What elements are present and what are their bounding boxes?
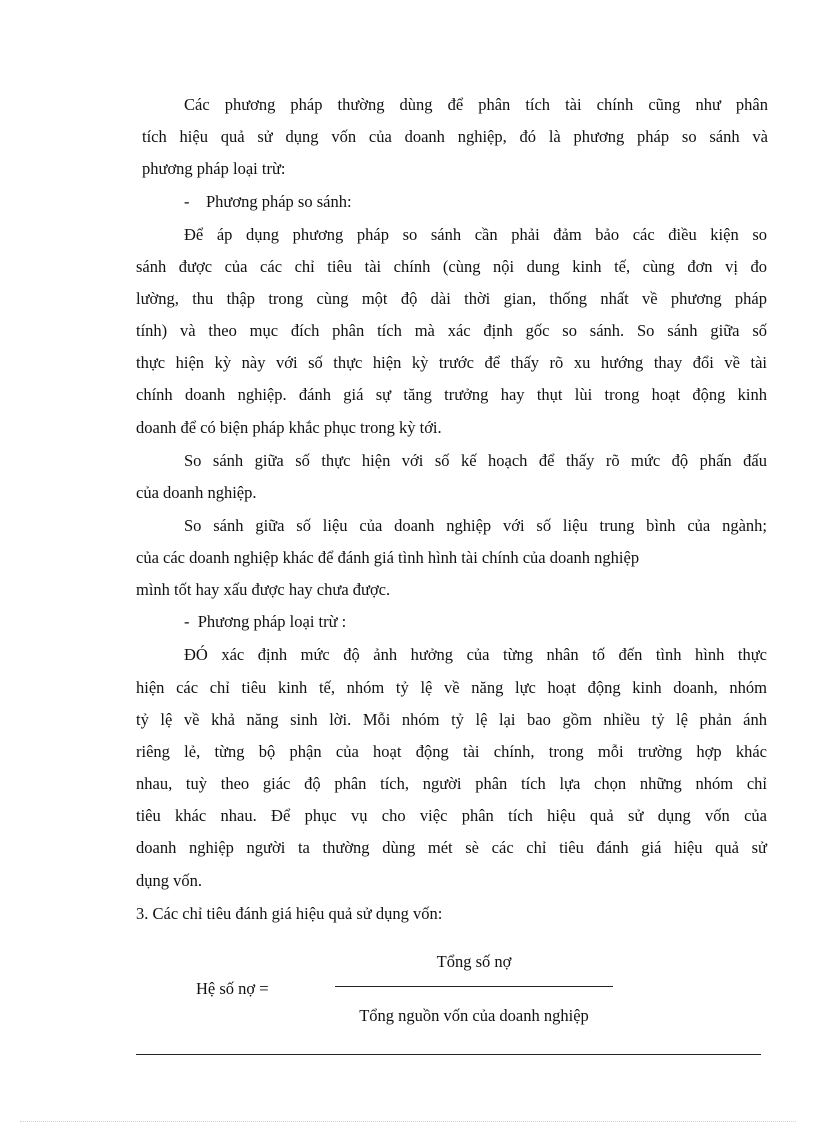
fraction-bar xyxy=(335,986,613,987)
text-line: So sánh giữa số liệu của doanh nghiệp với số liệu trung bình của ngành; xyxy=(184,516,767,535)
text-line: của doanh nghiệp. xyxy=(136,483,257,502)
page-edge-divider xyxy=(20,1121,796,1122)
text-line: doanh để có biện pháp khắc phục trong kỳ tới. xyxy=(136,418,442,437)
formula-label: Hệ số nợ = xyxy=(196,979,269,998)
text-line: dụng vốn. xyxy=(136,871,202,890)
text-line: Các phương pháp thường dùng để phân tích tài chính cũng như phân xyxy=(184,95,768,114)
text-line: tính) và theo mục đích phân tích mà xác định gốc so sánh. So sánh giữa số xyxy=(136,321,767,340)
footer-rule xyxy=(136,1054,761,1055)
text-line: tiêu khác nhau. Để phục vụ cho việc phân tích hiệu quả sử dụng vốn của xyxy=(136,806,767,825)
text-line: phương pháp loại trừ: xyxy=(142,159,286,178)
formula-numerator: Tổng số nợ xyxy=(436,952,512,971)
text-line: thực hiện kỳ này với số thực hiện kỳ trước để thấy rõ xu hướng thay đổi về tài xyxy=(136,353,767,372)
formula-denominator: Tổng nguồn vốn của doanh nghiệp xyxy=(359,1006,589,1025)
text-line: chính doanh nghiệp. đánh giá sự tăng trưởng hay thụt lùi trong hoạt động kinh xyxy=(136,385,767,404)
section-heading: 3. Các chỉ tiêu đánh giá hiệu quả sử dụng vốn: xyxy=(136,904,443,923)
bullet-heading: - Phương pháp loại trừ : xyxy=(184,612,347,631)
text-line: tỷ lệ về khả năng sinh lời. Mỗi nhóm tỷ lệ lại bao gồm nhiều tỷ lệ phản ánh xyxy=(136,710,767,729)
text-line: mình tốt hay xấu được hay chưa được. xyxy=(136,580,391,599)
text-line: ĐÓ xác định mức độ ảnh hưởng của từng nhân tố đến tình hình thực xyxy=(184,645,767,664)
text-line: sánh được của các chỉ tiêu tài chính (cùng nội dung kinh tế, cùng đơn vị đo xyxy=(136,257,767,276)
text-line: Để áp dụng phương pháp so sánh cần phải đảm bảo các điều kiện so xyxy=(184,225,767,244)
text-line: hiện các chỉ tiêu kinh tế, nhóm tỷ lệ về năng lực hoạt động kinh doanh, nhóm xyxy=(136,678,767,697)
text-line: của các doanh nghiệp khác để đánh giá tình hình tài chính của doanh nghiệp xyxy=(136,548,640,567)
text-line: So sánh giữa số thực hiện với số kế hoạch để thấy rõ mức độ phấn đấu xyxy=(184,451,767,470)
text-line: riêng lẻ, từng bộ phận của hoạt động tài chính, trong mỗi trường hợp khác xyxy=(136,742,767,761)
text-line: doanh nghiệp người ta thường dùng mét sè các chỉ tiêu đánh giá hiệu quả sử xyxy=(136,838,767,857)
bullet-heading: - Phương pháp so sánh: xyxy=(184,192,352,211)
text-line: lường, thu thập trong cùng một độ dài thời gian, thống nhất về phương pháp xyxy=(136,289,767,308)
text-line: nhau, tuỳ theo giác độ phân tích, người phân tích lựa chọn những nhóm chỉ xyxy=(136,774,767,793)
text-line: tích hiệu quả sử dụng vốn của doanh nghiệp, đó là phương pháp so sánh và xyxy=(142,127,768,146)
